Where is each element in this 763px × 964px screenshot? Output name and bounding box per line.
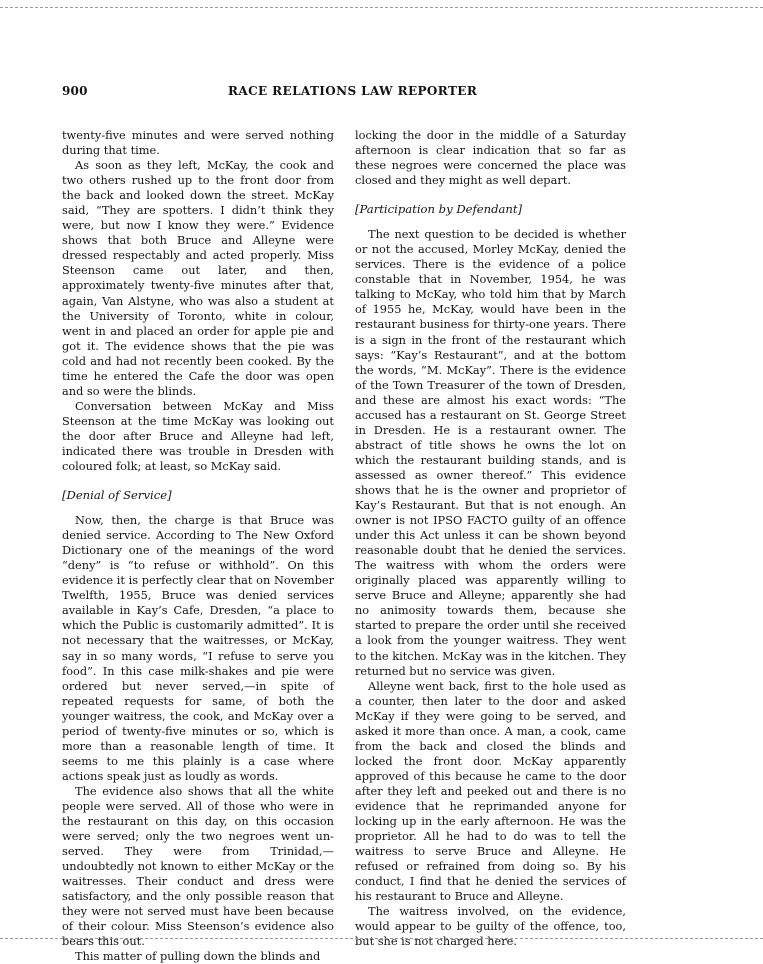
paragraph: The waitress involved, on the evidence, would appear to be guilty of the offence, too, but she is not charged here. (355, 904, 626, 949)
paragraph: Alleyne went back, first to the hole used as a counter, then later to the door and asked McKay if they were going to be served, and asked it more than once. A man, a cook, came from the back and closed the blinds and locked the front door. McKay apparently approved of this because he came to the door after they left and peeked out and there is no evidence that he reprimanded anyone for locking up in the early afternoon. He was the proprietor. All he had to do was to tell the waitress to serve Bruce and Alleyne. He refused or refrained from doing so. By his conduct, I find that he denied the services of his restaurant to Bruce and Alleyne. (355, 678, 626, 904)
section-heading-participation-by-defendant: [Participation by Defendant] (355, 202, 523, 217)
scan-border-top (0, 7, 763, 8)
paragraph: The evidence also shows that all the white people were served. All of those who were in the restaurant on this day, on this occasion were served; only the two negroes went un-served. They were from Trinidad,—undoubtedly not known to either McKay or the waitresses. Their conduct and dress were satisfactory, and the only possible reason that they were not served must have been because of their colour. Miss Steenson’s evidence also bears this out. (62, 783, 334, 949)
paragraph: locking the door in the middle of a Saturday afternoon is clear indication that so far as these negroes were concerned the place was closed and they might as well depart. (355, 128, 626, 188)
section-heading-denial-of-service: [Denial of Service] (62, 488, 172, 503)
paragraph: This matter of pulling down the blinds and (75, 949, 321, 964)
paragraph: Conversation between McKay and Miss Steenson at the time McKay was looking out the door after Bruce and Alleyne had left, indicated there was trouble in Dresden with coloured folk; at least, so McKay said. (62, 398, 334, 474)
left-column (62, 128, 334, 964)
paragraph: Now, then, the charge is that Bruce was denied service. According to The New Oxford Dictionary one of the meanings of the word “deny” is “to refuse or withhold”. On this evidence it is perfectly clear that on November Twelfth, 1955, Bruce was denied services available in Kay’s Cafe, Dresden, “a place to which the Public is customarily admitted”. It is not necessary that the waitresses, or McKay, say in so many words, “I refuse to serve you food”. In this case milk-shakes and pie were ordered but never served,—in spite of repeated requests for same, of both the younger waitress, the cook, and McKay over a period of twenty-five minutes or so, which is more than a reasonable length of time. It seems to me this plainly is a case where actions speak just as loudly as words. (62, 513, 334, 783)
paragraph: twenty-five minutes and were served nothing during that time. (62, 128, 334, 158)
page-number: 900 (62, 84, 88, 98)
scan-border-bottom (0, 938, 763, 939)
right-column (355, 128, 626, 949)
running-title: RACE RELATIONS LAW REPORTER (228, 84, 478, 98)
paragraph: As soon as they left, McKay, the cook and two others rushed up to the front door from the back and looked down the street. McKay said, “They are spotters. I didn’t think they were, but now I know they were.” Evidence shows that both Bruce and Alleyne were dressed respectably and acted properly. Miss Steenson came out later, and then, approximately twenty-five minutes after that, again, Van Alstyne, who was also a student at the University of Toronto, white in colour, went in and placed an order for apple pie and got it. The evidence shows that the pie was cold and had not recently been cooked. By the time he entered the Cafe the door was open and so were the blinds. (62, 158, 334, 398)
paragraph: The next question to be decided is whether or not the accused, Morley McKay, denied the services. There is the evidence of a police constable that in November, 1954, he was talking to McKay, who told him that by March of 1955 he, McKay, would have been in the restaurant business for thirty-one years. There is a sign in the front of the restaurant which says: “Kay’s Restaurant”, and at the bottom the words, “M. McKay”. There is the evidence of the Town Treasurer of the town of Dresden, and these are almost his exact words: “The accused has a restaurant on St. George Street in Dresden. He is a restaurant owner. The abstract of title shows he owns the lot on which the restaurant building stands, and is assessed as owner thereof.” This evidence shows that he is the owner and proprietor of Kay’s Restaurant. But that is not enough. An owner is not IPSO FACTO guilty of an offence under this Act unless it can be shown beyond reasonable doubt that he denied the services. The waitress with whom the orders were originally placed was apparently willing to serve Bruce and Alleyne; apparently she had no animosity towards them, because she started to prepare the order until she received a look from the younger waitress. They went to the kitchen. McKay was in the kitchen. They returned but no service was given. (355, 227, 626, 678)
